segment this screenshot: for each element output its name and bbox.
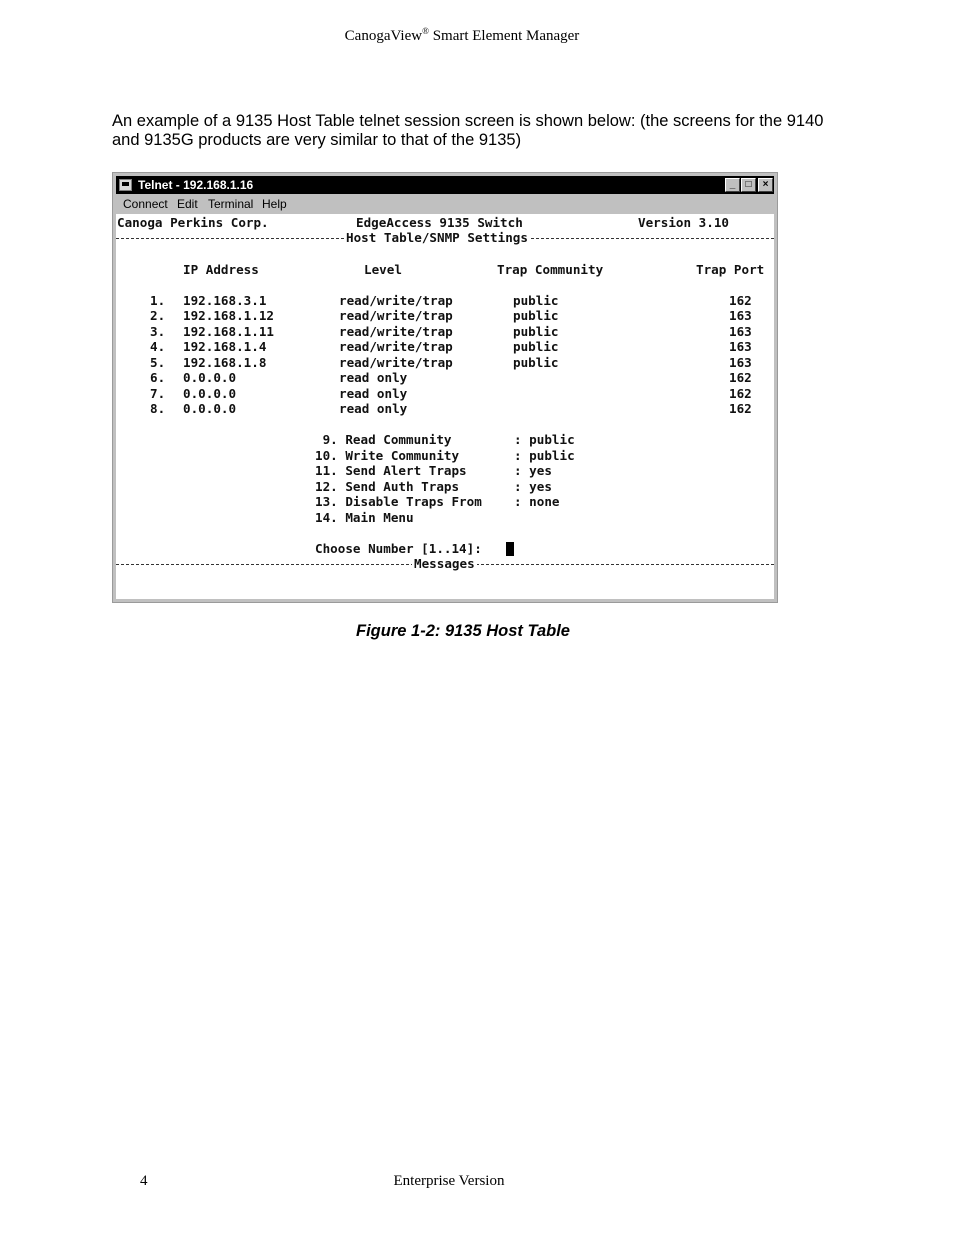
title-bar[interactable] (116, 176, 774, 194)
page-number: 4 (140, 1173, 148, 1189)
section-title: Host Table/SNMP Settings (346, 230, 528, 245)
host-level: read only (339, 386, 408, 401)
host-number: 4. (150, 339, 166, 354)
messages-label: Messages (414, 556, 475, 571)
column-header-ip: IP Address (183, 262, 259, 277)
close-button[interactable]: × (758, 178, 773, 192)
host-number: 1. (150, 293, 166, 308)
option-label: 12. Send Auth Traps (315, 479, 460, 494)
column-header-level: Level (364, 262, 402, 277)
host-number: 8. (150, 401, 166, 416)
host-number: 2. (150, 308, 166, 323)
host-port: 162 (729, 386, 752, 401)
host-community: public (513, 355, 559, 370)
menu-connect[interactable]: Connect (123, 197, 168, 211)
menu-help[interactable]: Help (262, 197, 287, 211)
option-label: 9. Read Community (315, 432, 452, 447)
host-level: read only (339, 370, 408, 385)
host-level: read/write/trap (339, 308, 453, 323)
text-cursor (506, 542, 514, 556)
page-footer: Enterprise Version (393, 1173, 505, 1189)
host-port: 163 (729, 324, 752, 339)
header-brand: CanogaView (344, 28, 423, 44)
host-community: public (513, 308, 559, 323)
host-number: 3. (150, 324, 166, 339)
figure-caption: Figure 1-2: 9135 Host Table (356, 622, 570, 640)
host-level: read only (339, 401, 408, 416)
host-level: read/write/trap (339, 293, 453, 308)
host-port: 162 (729, 293, 752, 308)
host-ip: 192.168.3.1 (183, 293, 267, 308)
product-name: EdgeAccess 9135 Switch (356, 215, 523, 230)
menu-edit[interactable]: Edit (177, 197, 198, 211)
option-value: : public (514, 448, 575, 463)
option-label: 14. Main Menu (315, 510, 414, 525)
host-ip: 0.0.0.0 (183, 386, 237, 401)
host-ip: 192.168.1.12 (183, 308, 274, 323)
telnet-app-icon[interactable] (119, 179, 132, 191)
host-port: 163 (729, 339, 752, 354)
host-community: public (513, 324, 559, 339)
option-label: 11. Send Alert Traps (315, 463, 467, 478)
host-port: 162 (729, 370, 752, 385)
terminal-screen[interactable] (116, 214, 774, 599)
option-value: : none (514, 494, 560, 509)
host-community: public (513, 339, 559, 354)
page-header (0, 26, 924, 45)
menu-bar (116, 196, 774, 214)
host-number: 5. (150, 355, 166, 370)
column-header-community: Trap Community (497, 262, 604, 277)
intro-paragraph: An example of a 9135 Host Table telnet session screen is shown below: (the screens for the 9140 and 9135G products are very similar to that of the 9135) (112, 112, 824, 149)
host-port: 162 (729, 401, 752, 416)
host-community: public (513, 293, 559, 308)
registered-mark: ® (422, 26, 429, 36)
host-ip: 192.168.1.11 (183, 324, 274, 339)
host-level: read/write/trap (339, 355, 453, 370)
host-port: 163 (729, 355, 752, 370)
host-number: 7. (150, 386, 166, 401)
option-label: 13. Disable Traps From (315, 494, 482, 509)
option-value: : yes (514, 463, 552, 478)
header-rest: Smart Element Manager (428, 28, 580, 44)
maximize-button[interactable]: □ (741, 178, 756, 192)
choose-number-prompt: Choose Number [1..14]: (315, 541, 482, 556)
menu-terminal[interactable]: Terminal (208, 197, 254, 211)
option-value: : yes (514, 479, 552, 494)
telnet-window (112, 172, 778, 603)
option-value: : public (514, 432, 575, 447)
host-level: read/write/trap (339, 339, 453, 354)
host-ip: 0.0.0.0 (183, 401, 237, 416)
company-name: Canoga Perkins Corp. (117, 215, 269, 230)
host-ip: 192.168.1.8 (183, 355, 267, 370)
window-title: Telnet - 192.168.1.16 (138, 178, 254, 192)
minimize-button[interactable]: _ (725, 178, 740, 192)
column-header-port: Trap Port (696, 262, 765, 277)
host-level: read/write/trap (339, 324, 453, 339)
host-ip: 0.0.0.0 (183, 370, 237, 385)
host-port: 163 (729, 308, 752, 323)
host-number: 6. (150, 370, 166, 385)
option-label: 10. Write Community (315, 448, 460, 463)
host-ip: 192.168.1.4 (183, 339, 267, 354)
version-text: Version 3.10 (638, 215, 729, 230)
